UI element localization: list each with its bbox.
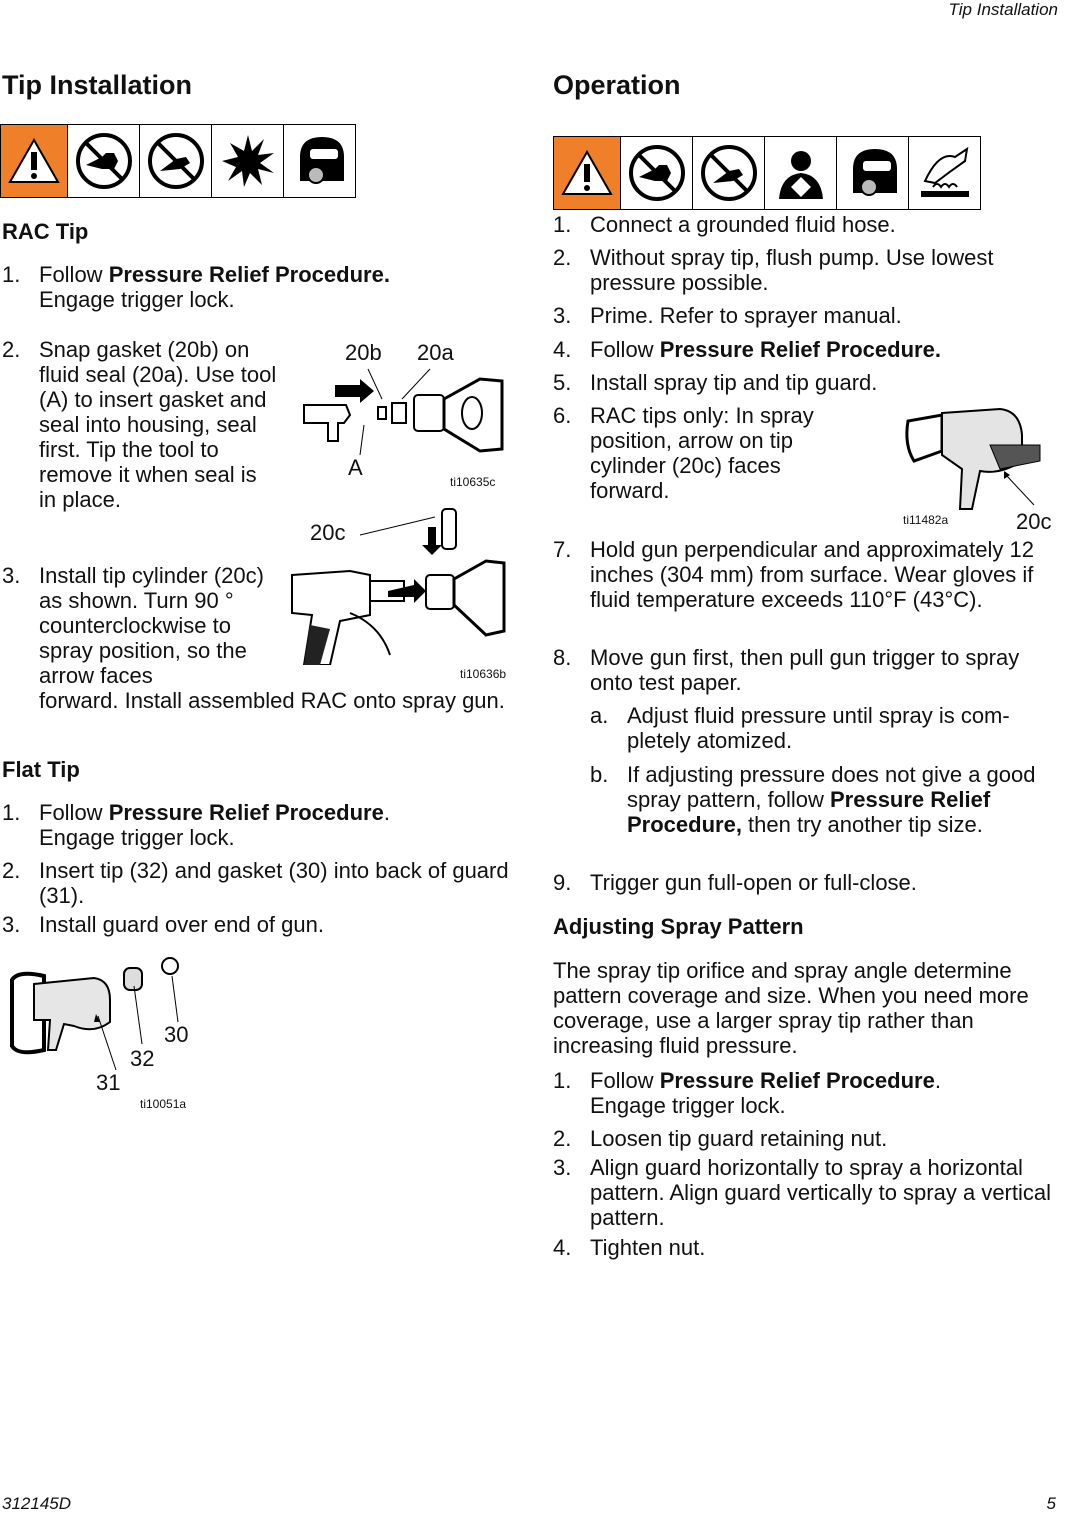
op-step-6: 6. RAC tips only: In spray position, arrow on tip cylinder (20c) faces forward. (553, 403, 814, 503)
toxic-fumes-icon (764, 137, 836, 209)
no-hand-at-tip-icon (620, 137, 692, 209)
figure-gasket-seal: 20b 20a A ti10635c (290, 335, 510, 495)
op-step-8: 8. Move gun first, then pull gun trigger to spray onto test paper. (553, 645, 1020, 695)
flat-tip-drawing (4, 950, 204, 1080)
tip-cylinder-drawing (290, 505, 510, 665)
no-hand-at-tip-icon (67, 125, 139, 197)
figure-tip-cylinder: 20c ti10636b (290, 505, 510, 685)
explosion-icon (211, 125, 283, 197)
rac-step-3-continued: forward. Install assembled RAC onto spray gun. (39, 688, 505, 713)
rac-step-1: 1. Follow Pressure Relief Procedure. Engage trigger lock. (2, 262, 390, 312)
rac-step-2: 2. Snap gasket (20b) on fluid seal (20a). Use tool (A) to insert gasket and seal into housing, seal first. Tip the tool to remove it when seal is in place. (2, 337, 277, 512)
op-step-2: 2. Without spray tip, flush pump. Use lowest pressure possible. (553, 245, 994, 295)
page-number: 5 (1046, 1494, 1056, 1513)
op-step-8a: a. Adjust fluid pressure until spray is com- pletely atomized. (590, 703, 1010, 753)
operation-warning-icon-strip (553, 136, 981, 210)
rac-guard-drawing (900, 405, 1065, 515)
adjusting-spray-heading: Adjusting Spray Pattern (553, 914, 804, 939)
adjust-step-3: 3. Align guard horizontally to spray a horizontal pattern. Align guard vertically to spray a vertical pattern. (553, 1155, 1052, 1230)
flat-step-3: 3. Install guard over end of gun. (2, 912, 324, 937)
gasket-seal-drawing (290, 365, 510, 465)
hot-surface-icon (908, 137, 980, 209)
figure-arrow-forward: ti11482a 20c (900, 405, 1065, 540)
rac-tip-heading: RAC Tip (2, 219, 89, 244)
operation-title: Operation (553, 70, 681, 100)
warning-icon (1, 125, 67, 197)
rac-step-3: 3. Install tip cylinder (20c) as shown. Turn 90 ° counterclockwise to spray position, so the arrow faces (2, 563, 264, 688)
adjusting-intro: The spray tip orifice and spray angle determine pattern coverage and size. When you need more coverage, use a larger spray tip rather than increasing fluid pressure. (553, 958, 1029, 1058)
flat-tip-heading: Flat Tip (2, 757, 80, 782)
doc-number: 312145D (2, 1494, 72, 1513)
flat-step-1: 1. Follow Pressure Relief Procedure. Engage trigger lock. (2, 800, 390, 850)
ppe-respirator-icon (836, 137, 908, 209)
page-title: Tip Installation (2, 70, 193, 100)
warning-icon-strip (0, 124, 356, 198)
no-spray-at-body-icon (139, 125, 211, 197)
warning-icon (554, 137, 620, 209)
figure-flat-tip: 30 32 31 ti10051a (4, 950, 204, 1115)
no-spray-at-body-icon (692, 137, 764, 209)
adjust-step-1: 1. Follow Pressure Relief Procedure. Engage trigger lock. (553, 1068, 941, 1118)
op-step-8b: b. If adjusting pressure does not give a good spray pattern, follow Pressure Relief Procedure, then try another tip size. (590, 762, 1036, 837)
flat-step-2: 2. Insert tip (32) and gasket (30) into back of guard (31). (2, 858, 509, 908)
running-header: Tip Installation (948, 0, 1058, 19)
ppe-respirator-icon (283, 125, 355, 197)
op-step-7: 7. Hold gun perpendicular and approximately 12 inches (304 mm) from surface. Wear gloves if fluid temperature exceeds 110°F (43°C). (553, 537, 1034, 612)
